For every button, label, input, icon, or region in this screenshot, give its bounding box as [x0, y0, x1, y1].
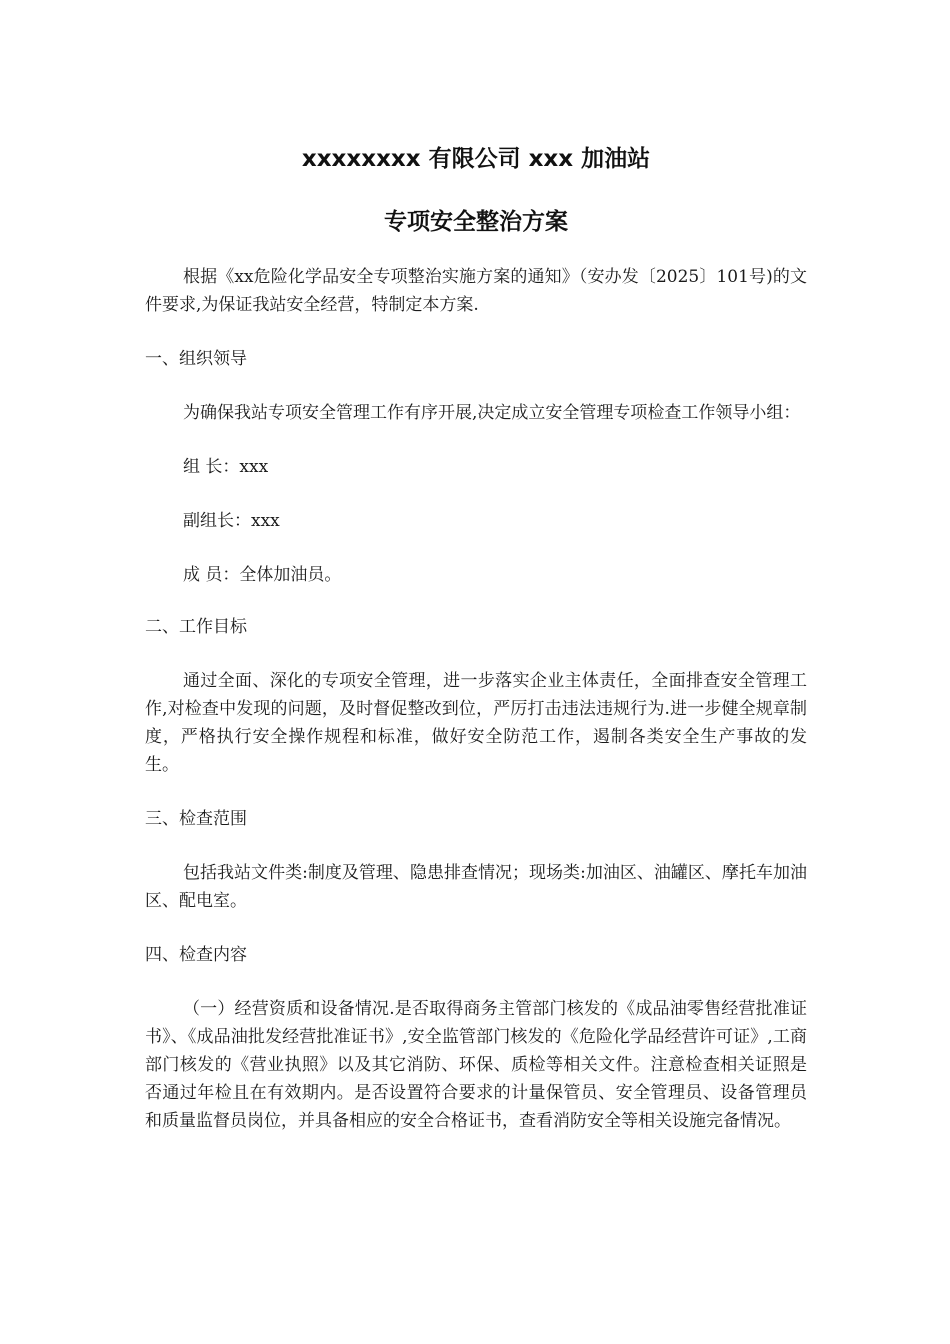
spacer [145, 319, 807, 345]
section3-heading: 三、检查范围 [145, 809, 247, 829]
section2-paragraph: 通过全面、深化的专项安全管理，进一步落实企业主体责任，全面排查安全管理工作,对检查中发现的问题，及时督促整改到位，严厉打击违法违规行为.进一步健全规章制度，严格执行安全操作规程和标准，做好安全防范工作，遏制各类安全生产事故的发生。 [145, 671, 807, 775]
section1-leader: 组 长：xxx [183, 457, 269, 477]
section2-heading: 二、工作目标 [145, 617, 247, 637]
document-title-line1: xxxxxxxx 有限公司 xxx 加油站 [301, 146, 651, 172]
spacer [145, 779, 807, 805]
spacer [145, 589, 807, 613]
section1-heading: 一、组织领导 [145, 349, 247, 369]
section1-paragraph: 为确保我站专项安全管理工作有序开展,决定成立安全管理专项检查工作领导小组： [183, 403, 801, 423]
spacer [145, 969, 807, 995]
spacer [145, 915, 807, 941]
section3-paragraph: 包括我站文件类:制度及管理、隐患排查情况；现场类:加油区、油罐区、摩托车加油区、配电室。 [145, 863, 807, 911]
document-title-line2: 专项安全整治方案 [384, 209, 568, 235]
spacer [145, 427, 807, 453]
intro-paragraph: 根据《xx危险化学品安全专项整治实施方案的通知》（安办发〔2025〕101号)的文件要求,为保证我站安全经营，特制定本方案. [145, 267, 807, 315]
section1-members: 成 员：全体加油员。 [183, 565, 342, 585]
spacer [145, 373, 807, 399]
spacer [145, 481, 807, 507]
spacer [145, 833, 807, 859]
spacer [145, 641, 807, 667]
document-body [145, 142, 807, 1135]
section4-paragraph: （一）经营资质和设备情况.是否取得商务主管部门核发的《成品油零售经营批准证书》、《成品油批发经营批准证书》,安全监管部门核发的《危险化学品经营许可证》,工商部门核发的《营业执照》以及其它消防、环保、质检等相关文件。注意检查相关证照是否通过年检且在有效期内。是否设置符合要求的计量保管员、安全管理员、设备管理员和质量监督员岗位，并具备相应的安全合格证书，查看消防安全等相关设施完备情况。 [145, 999, 807, 1131]
spacer [145, 535, 807, 561]
section4-heading: 四、检查内容 [145, 945, 247, 965]
section1-deputy: 副组长：xxx [183, 511, 280, 531]
